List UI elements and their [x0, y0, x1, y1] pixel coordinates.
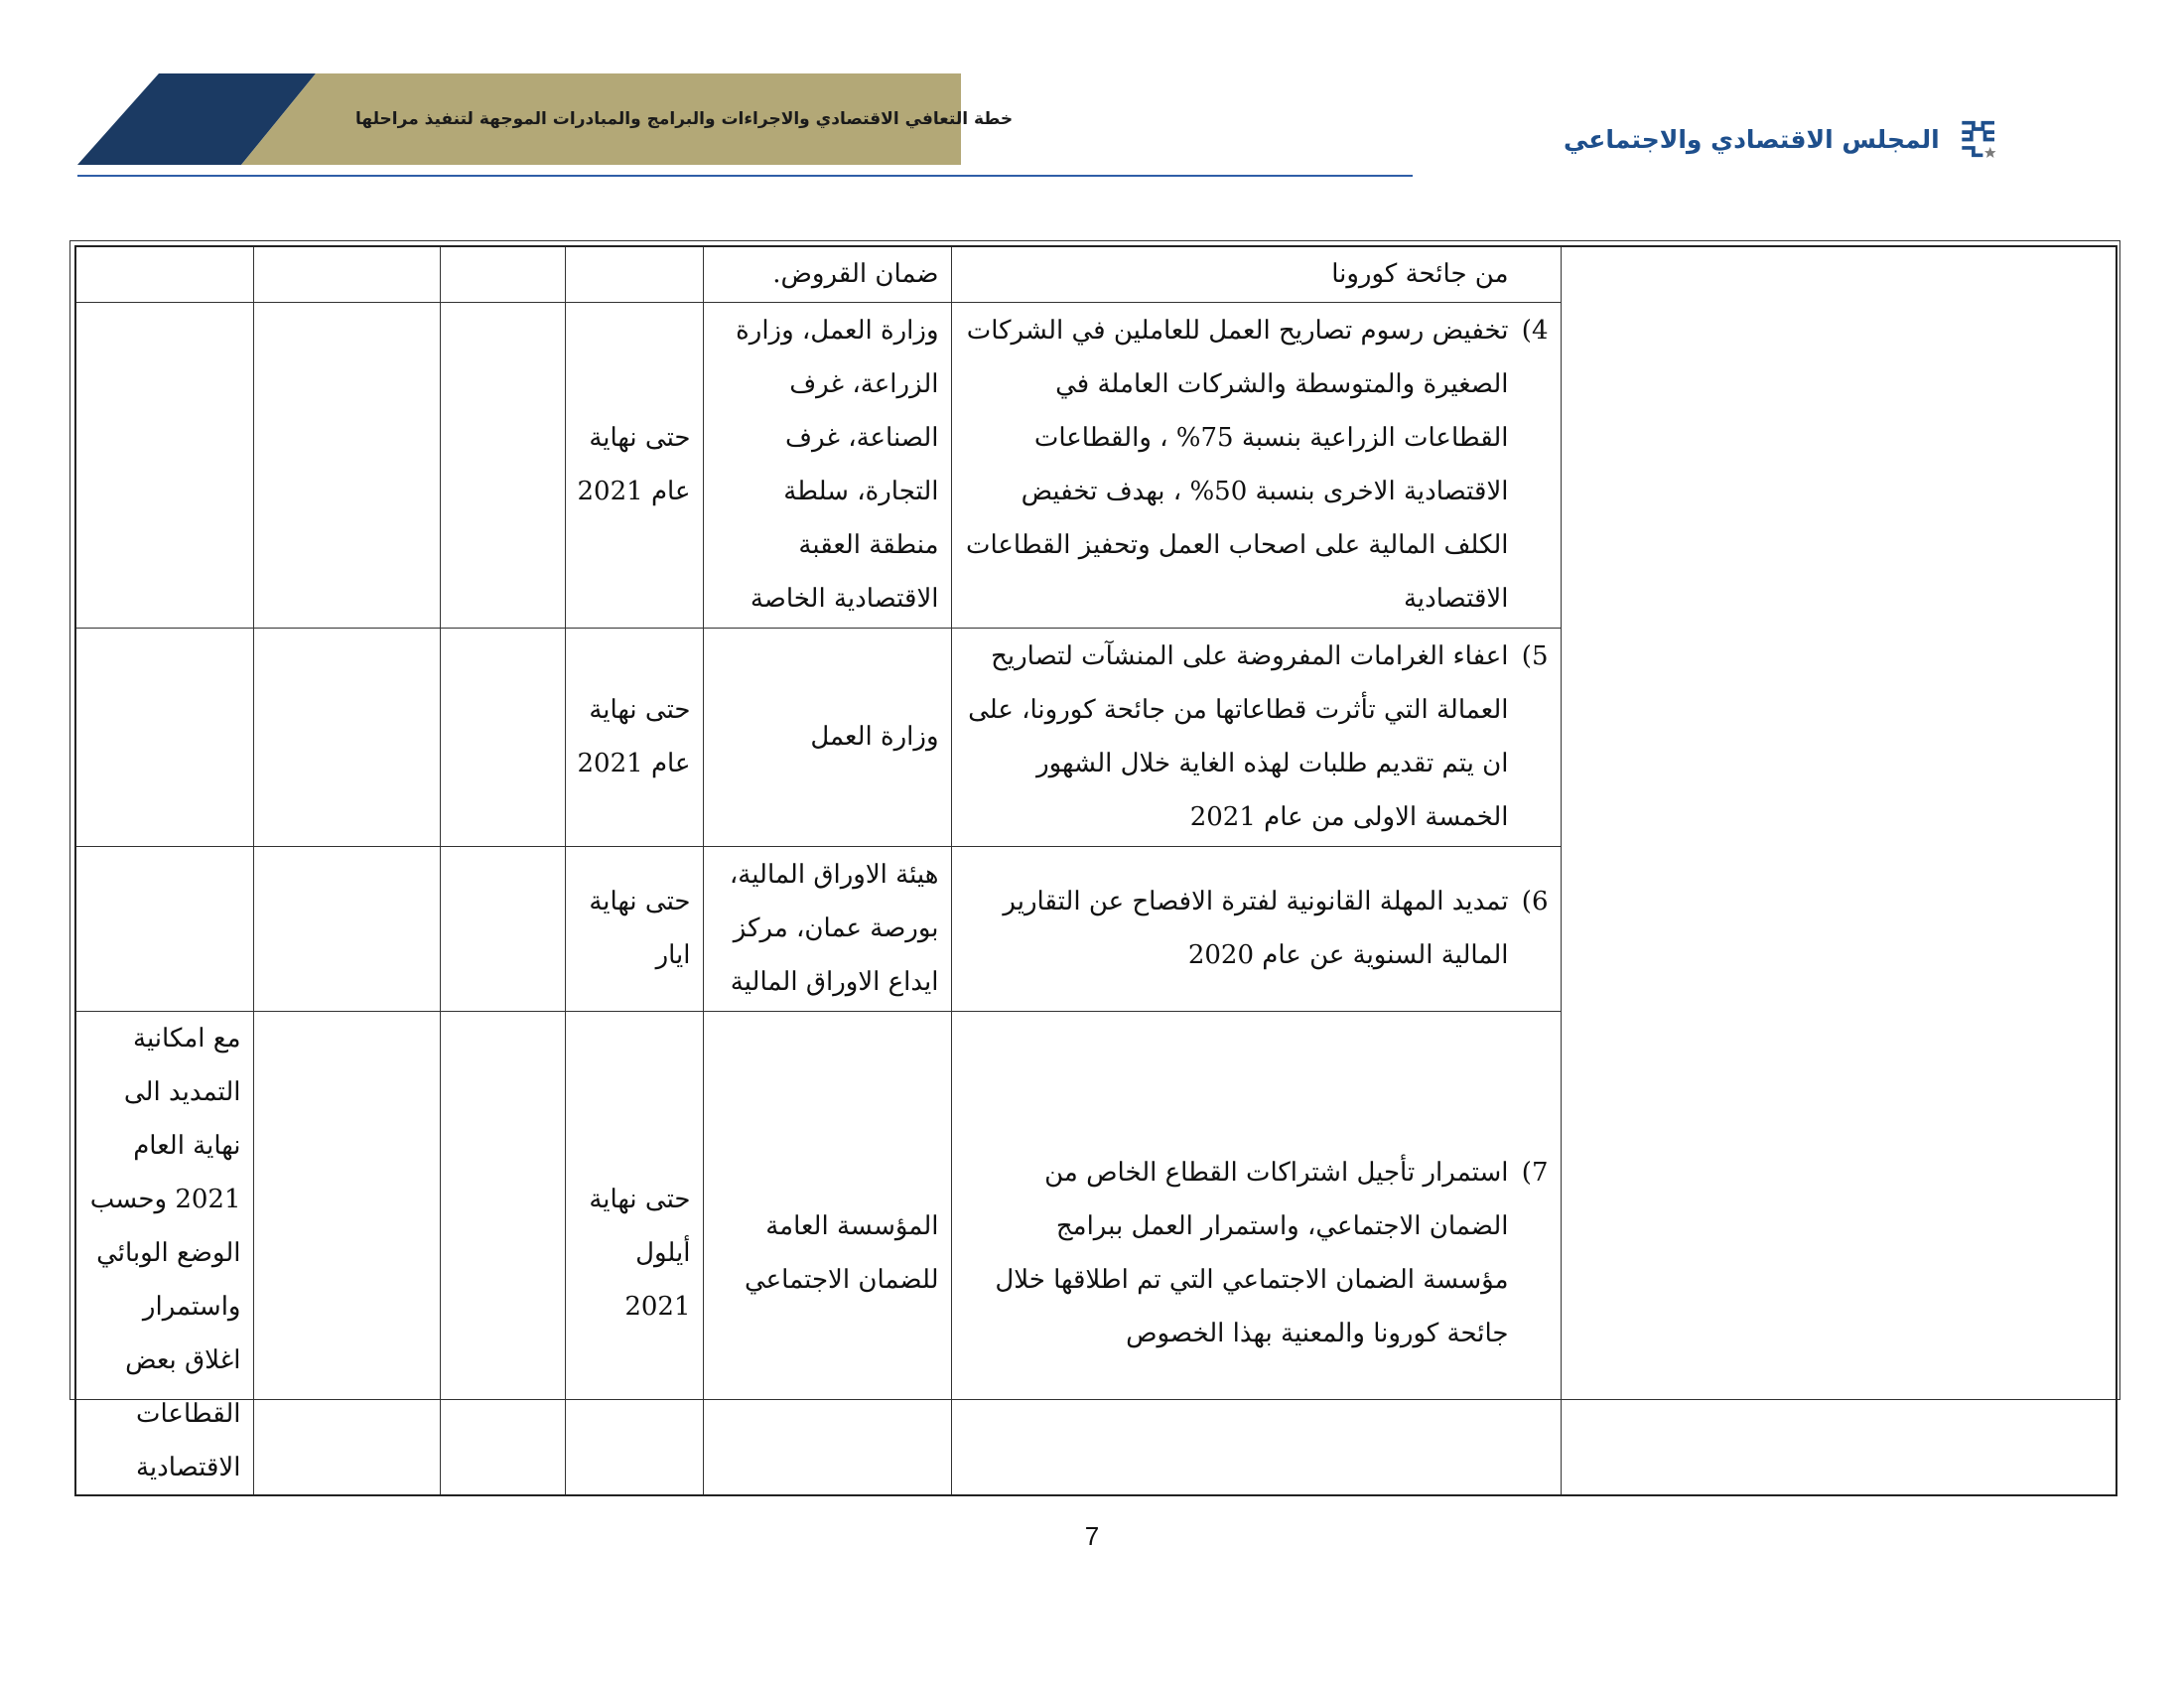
measure-cell [951, 628, 1561, 846]
notes-cell: مع امكانية التمديد الى نهاية العام 2021 وحسب الوضع الوبائي واستمرار اغلاق بعض القطاعات الاقتصادية [75, 1011, 253, 1495]
measure-text: تمديد المهلة القانونية لفترة الافصاح عن التقارير المالية السنوية عن عام 2020 [1003, 887, 1509, 970]
timeline-cell: حتى نهاية أيلول 2021 [565, 1011, 703, 1495]
entity-cell: وزارة العمل [703, 628, 951, 846]
entity-cell: المؤسسة العامة للضمان الاجتماعي [703, 1011, 951, 1495]
table-cell [440, 302, 565, 628]
header-divider [77, 175, 1413, 177]
entity-cell: هيئة الاوراق المالية، بورصة عمان، مركز ايداع الاوراق المالية [703, 846, 951, 1011]
entity-cell: وزارة العمل، وزارة الزراعة، غرف الصناعة، غرف التجارة، سلطة منطقة العقبة الاقتصادية الخاصة [703, 302, 951, 628]
table-cell [253, 302, 440, 628]
measure-text: من جائحة كورونا [1331, 259, 1509, 290]
notes-cell [75, 302, 253, 628]
timeline-cell: حتى نهاية عام 2021 [565, 628, 703, 846]
measure-text: اعفاء الغرامات المفروضة على المنشآت لتصاريح العمالة التي تأثرت قطاعاتها من جائحة كورونا، على ان يتم تقديم طلبات لهذه الغاية خلال الشهور الخمسة الاولى من عام 2021 [968, 641, 1509, 832]
table-cell [253, 846, 440, 1011]
table-cell [253, 246, 440, 302]
table-cell [253, 628, 440, 846]
measure-text: تخفيض رسوم تصاريح العمل للعاملين في الشركات الصغيرة والمتوسطة والشركات العاملة في القطاعات الزراعية بنسبة 75% ، والقطاعات الاقتصادية الاخرى بنسبة 50% ، بهدف تخفيض الكلف المالية على اصحاب العمل وتحفيز القطاعات الاقتصادية [966, 316, 1509, 614]
measure-number: 7) [1521, 1157, 1549, 1188]
banner-gold-panel [316, 73, 1014, 165]
banner-title: خطة التعافي الاقتصادي والاجراءات والبرامج والمبادرات الموجهة لتنفيذ مراحلها [355, 109, 1014, 129]
table-cell [440, 1011, 565, 1495]
measures-table-frame [69, 240, 2120, 1482]
measure-number: 4) [1521, 316, 1549, 346]
measure-cell [951, 1011, 1561, 1495]
measure-cell [951, 246, 1561, 302]
council-emblem-icon [1956, 96, 2000, 182]
measure-number: 6) [1521, 887, 1549, 916]
measure-number: 5) [1521, 641, 1549, 671]
table-cell [253, 1011, 440, 1495]
council-name: المجلس الاقتصادي والاجتماعي [1564, 124, 1940, 154]
measure-text: استمرار تأجيل اشتراكات القطاع الخاص من الضمان الاجتماعي، واستمرار العمل ببرامج مؤسسة الضمان الاجتماعي التي تم اطلاقها خلال جائحة كورونا والمعنية بهذا الخصوص [995, 1157, 1509, 1348]
timeline-cell: حتى نهاية عام 2021 [565, 302, 703, 628]
table-cell [440, 846, 565, 1011]
table-cell [440, 628, 565, 846]
council-logo [1564, 93, 2000, 185]
measures-table [74, 245, 2117, 1496]
entity-cell: ضمان القروض. [703, 246, 951, 302]
notes-cell [75, 246, 253, 302]
page-number: 7 [1084, 1521, 1100, 1551]
measure-cell [951, 846, 1561, 1011]
table-cell [440, 246, 565, 302]
timeline-cell: حتى نهاية ايار [565, 846, 703, 1011]
table-cell-blank [1561, 246, 2116, 1495]
notes-cell [75, 846, 253, 1011]
table-row [75, 246, 2116, 302]
measure-cell [951, 302, 1561, 628]
header-banner [77, 73, 1014, 165]
notes-cell [75, 628, 253, 846]
timeline-cell [565, 246, 703, 302]
